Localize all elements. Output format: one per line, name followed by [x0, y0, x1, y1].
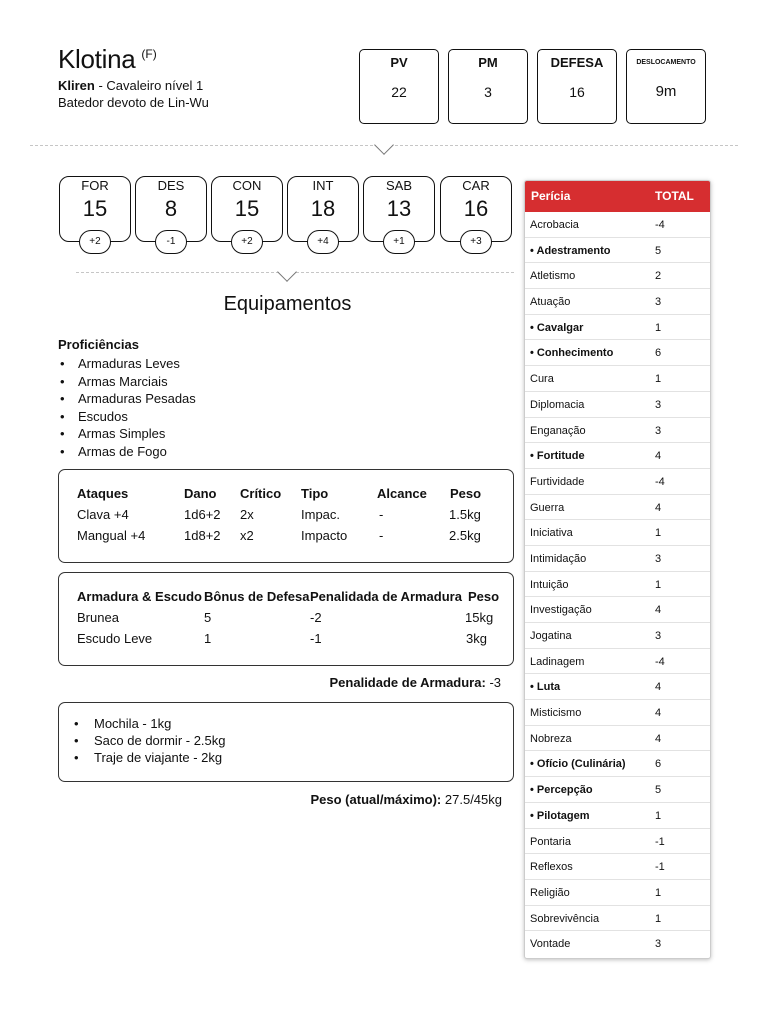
table-row: [525, 751, 710, 777]
skill-name: Ladinagem: [530, 655, 585, 668]
skill-name: • Ofício (Culinária): [530, 758, 626, 771]
skill-name: Sobrevivência: [530, 912, 600, 925]
armor-cell: 15kg: [465, 610, 494, 625]
list-item: • Traje de viajante - 2kg: [94, 749, 226, 766]
skill-name: Misticismo: [530, 707, 582, 720]
skill-name: Guerra: [530, 501, 565, 514]
skill-name: Atuação: [530, 296, 571, 309]
skill-total: -1: [655, 861, 665, 874]
defesa-box: [537, 49, 617, 124]
attributes-divider-notch: [277, 262, 297, 282]
skill-total: 1: [655, 578, 662, 591]
skill-total: 1: [655, 527, 662, 540]
skill-total: -4: [655, 475, 665, 488]
armor-cell: -1: [310, 631, 322, 646]
attr-label: CON: [232, 178, 262, 193]
attack-cell: -: [379, 528, 384, 543]
armor-penalty-value: -3: [489, 675, 501, 690]
table-row: [525, 289, 710, 315]
skill-total: 4: [655, 501, 662, 514]
attack-cell: 1.5kg: [449, 507, 481, 522]
pv-box: [359, 49, 439, 124]
skill-total: 3: [655, 296, 662, 309]
skill-name: Investigação: [530, 604, 592, 617]
attack-cell: Impacto: [301, 528, 348, 543]
character-sex: (F): [141, 47, 157, 61]
armor-cell: 1: [204, 631, 212, 646]
attacks-header-cell: Alcance: [377, 486, 427, 501]
attr-modifier: -1: [155, 230, 187, 254]
attack-cell: x2: [240, 528, 254, 543]
armor-cell: 5: [204, 610, 212, 625]
attr-int: [287, 176, 359, 247]
attr-modifier: +2: [231, 230, 263, 254]
armor-panel: [58, 572, 514, 666]
pm-box: [448, 49, 528, 124]
table-row: [525, 469, 710, 495]
skills-header: [525, 181, 710, 212]
table-row: [525, 906, 710, 932]
table-row: [525, 443, 710, 469]
armor-cell: Brunea: [77, 610, 119, 625]
skill-total: 3: [655, 552, 662, 565]
proficiencies-title: Proficiências: [58, 337, 139, 352]
attack-cell: 2.5kg: [449, 528, 481, 543]
table-row: [525, 212, 710, 238]
skills-header-total: TOTAL: [655, 189, 694, 203]
table-row: [525, 392, 710, 418]
armor-cell: 3kg: [466, 631, 487, 646]
attr-value: 13: [386, 196, 412, 221]
table-row: [525, 366, 710, 392]
class-level: - Cavaleiro nível 1: [98, 78, 204, 93]
skill-name: Jogatina: [530, 630, 572, 642]
skill-total: 5: [655, 784, 662, 797]
table-row: [525, 829, 710, 855]
attr-label: INT: [312, 178, 334, 193]
attack-cell: 1d8+2: [184, 528, 221, 543]
list-item: • Armas Marciais: [78, 373, 196, 391]
skills-table: [524, 180, 711, 959]
skill-name: Intuição: [530, 578, 569, 591]
skill-name: Furtividade: [530, 475, 585, 488]
table-row: [525, 803, 710, 829]
armor-penalty: [330, 675, 501, 690]
table-row: [525, 854, 710, 880]
table-row: [525, 597, 710, 623]
attr-car: [440, 176, 512, 247]
attr-modifier: +2: [79, 230, 111, 254]
origin-deity-line: Batedor devoto de Lin-Wu: [58, 95, 209, 110]
items-list: [94, 715, 226, 766]
pv-value: 22: [391, 84, 407, 100]
list-item: • Armaduras Pesadas: [78, 390, 196, 408]
skill-total: 1: [655, 321, 662, 334]
skill-total: 1: [655, 886, 662, 899]
skill-name: • Percepção: [530, 784, 593, 797]
proficiencies-list: [78, 355, 196, 460]
skill-total: -4: [655, 655, 665, 668]
skill-name: • Conhecimento: [530, 347, 614, 360]
attr-value: 15: [82, 196, 108, 221]
table-row: [525, 880, 710, 906]
attr-value: 18: [310, 196, 336, 221]
skill-name: Iniciativa: [530, 527, 573, 540]
attacks-header-cell: Dano: [184, 486, 217, 501]
attr-sab: [363, 176, 435, 247]
race-class-line: [58, 78, 203, 93]
table-row: [525, 674, 710, 700]
attack-cell: -: [379, 507, 384, 522]
table-row: [525, 777, 710, 803]
deslocamento-box: [626, 49, 706, 124]
skill-name: Diplomacia: [530, 398, 585, 411]
skill-name: Intimidação: [530, 552, 587, 565]
skill-name: • Fortitude: [530, 450, 585, 463]
skill-name: Vontade: [530, 938, 571, 951]
skill-total: 3: [655, 938, 662, 951]
table-row: [525, 572, 710, 598]
list-item: • Mochila - 1kg: [94, 715, 226, 732]
skill-total: 3: [655, 630, 662, 642]
attacks-header-cell: Crítico: [240, 486, 282, 501]
weight-total: [311, 792, 503, 807]
pm-value: 3: [484, 84, 492, 100]
list-item: • Escudos: [78, 408, 196, 426]
attack-cell: 2x: [240, 507, 254, 522]
skill-total: 1: [655, 809, 662, 822]
attacks-header-cell: Tipo: [301, 486, 329, 501]
attr-value: 15: [234, 196, 260, 221]
attr-label: CAR: [462, 178, 490, 193]
skill-name: Religião: [530, 886, 570, 899]
armor-header-cell: Penalidada de Armadura: [310, 589, 462, 604]
attr-label: SAB: [385, 178, 412, 193]
attack-cell: Mangual +4: [77, 528, 146, 543]
table-row: [525, 418, 710, 444]
weight-value: 27.5/45kg: [444, 792, 502, 807]
skill-total: 3: [655, 424, 662, 437]
table-row: [525, 931, 710, 957]
table-row: [525, 238, 710, 264]
skill-name: Atletismo: [530, 270, 576, 283]
attr-value: 16: [463, 196, 489, 221]
table-row: [525, 623, 710, 649]
attr-label: DES: [157, 178, 185, 193]
armor-cell: Escudo Leve: [77, 631, 153, 646]
skill-total: 4: [655, 604, 662, 617]
skill-total: -1: [655, 835, 665, 848]
list-item: • Armas Simples: [78, 425, 196, 443]
armor-header-cell: Bônus de Defesa: [204, 589, 310, 604]
skill-total: 4: [655, 707, 662, 720]
header-divider-notch: [374, 135, 394, 155]
deslocamento-value: 9m: [655, 83, 677, 100]
skills-body: [525, 212, 710, 957]
skill-name: Reflexos: [530, 861, 573, 874]
skill-name: • Luta: [530, 681, 561, 694]
table-row: [525, 726, 710, 752]
list-item: • Saco de dormir - 2.5kg: [94, 732, 226, 749]
skill-name: • Cavalgar: [530, 321, 584, 334]
skill-total: 6: [655, 758, 662, 771]
table-row: [525, 520, 710, 546]
list-item: • Armaduras Leves: [78, 355, 196, 373]
attack-cell: Clava +4: [77, 507, 129, 522]
attr-for: [59, 176, 131, 247]
skill-total: -4: [655, 219, 665, 231]
skill-name: Acrobacia: [530, 219, 579, 231]
table-row: [525, 340, 710, 366]
armor-penalty-label: Penalidade de Armadura:: [329, 675, 486, 690]
skill-name: Nobreza: [530, 732, 572, 745]
table-row: [525, 700, 710, 726]
skills-header-name: Perícia: [531, 189, 571, 203]
skill-name: • Pilotagem: [530, 809, 590, 822]
skill-name: Cura: [530, 373, 554, 386]
skill-total: 1: [655, 912, 662, 925]
defesa-value: 16: [569, 84, 585, 100]
table-row: [525, 315, 710, 341]
attr-modifier: +1: [383, 230, 415, 254]
race: Kliren: [58, 78, 95, 93]
armor-header-cell: Armadura & Escudo: [77, 589, 202, 604]
pv-label: PV: [390, 55, 408, 70]
table-row: [525, 649, 710, 675]
attack-cell: Impac.: [301, 507, 341, 522]
deslocamento-label: DESLOCAMENTO: [636, 59, 696, 66]
attr-modifier: +3: [460, 230, 492, 254]
attack-cell: 1d6+2: [184, 507, 221, 522]
skill-name: Enganação: [530, 424, 586, 437]
defesa-label: DEFESA: [550, 55, 604, 70]
table-row: [525, 263, 710, 289]
attacks-header-cell: Peso: [450, 486, 482, 501]
attr-con: [211, 176, 283, 247]
skill-total: 3: [655, 398, 662, 411]
attr-label: FOR: [81, 178, 109, 193]
armor-header-cell: Peso: [468, 589, 500, 604]
skill-name: Pontaria: [530, 835, 571, 848]
pm-label: PM: [478, 55, 498, 70]
attr-modifier: +4: [307, 230, 339, 254]
skill-total: 2: [655, 270, 662, 283]
character-name: Klotina: [58, 44, 136, 74]
skill-total: 1: [655, 373, 662, 386]
skill-total: 4: [655, 450, 662, 463]
attr-des: [135, 176, 207, 247]
attacks-header-cell: Ataques: [77, 486, 129, 501]
skill-total: 5: [655, 244, 662, 257]
weight-label: Peso (atual/máximo):: [310, 792, 442, 807]
skill-name: • Adestramento: [530, 244, 611, 257]
attr-value: 8: [164, 196, 178, 221]
armor-cell: -2: [310, 610, 322, 625]
table-row: [525, 546, 710, 572]
equipment-title: Equipamentos: [223, 293, 352, 315]
skill-total: 6: [655, 347, 662, 360]
character-name-row: [58, 44, 157, 75]
table-row: [525, 495, 710, 521]
skill-total: 4: [655, 732, 662, 745]
skill-total: 4: [655, 681, 662, 694]
list-item: • Armas de Fogo: [78, 443, 196, 461]
